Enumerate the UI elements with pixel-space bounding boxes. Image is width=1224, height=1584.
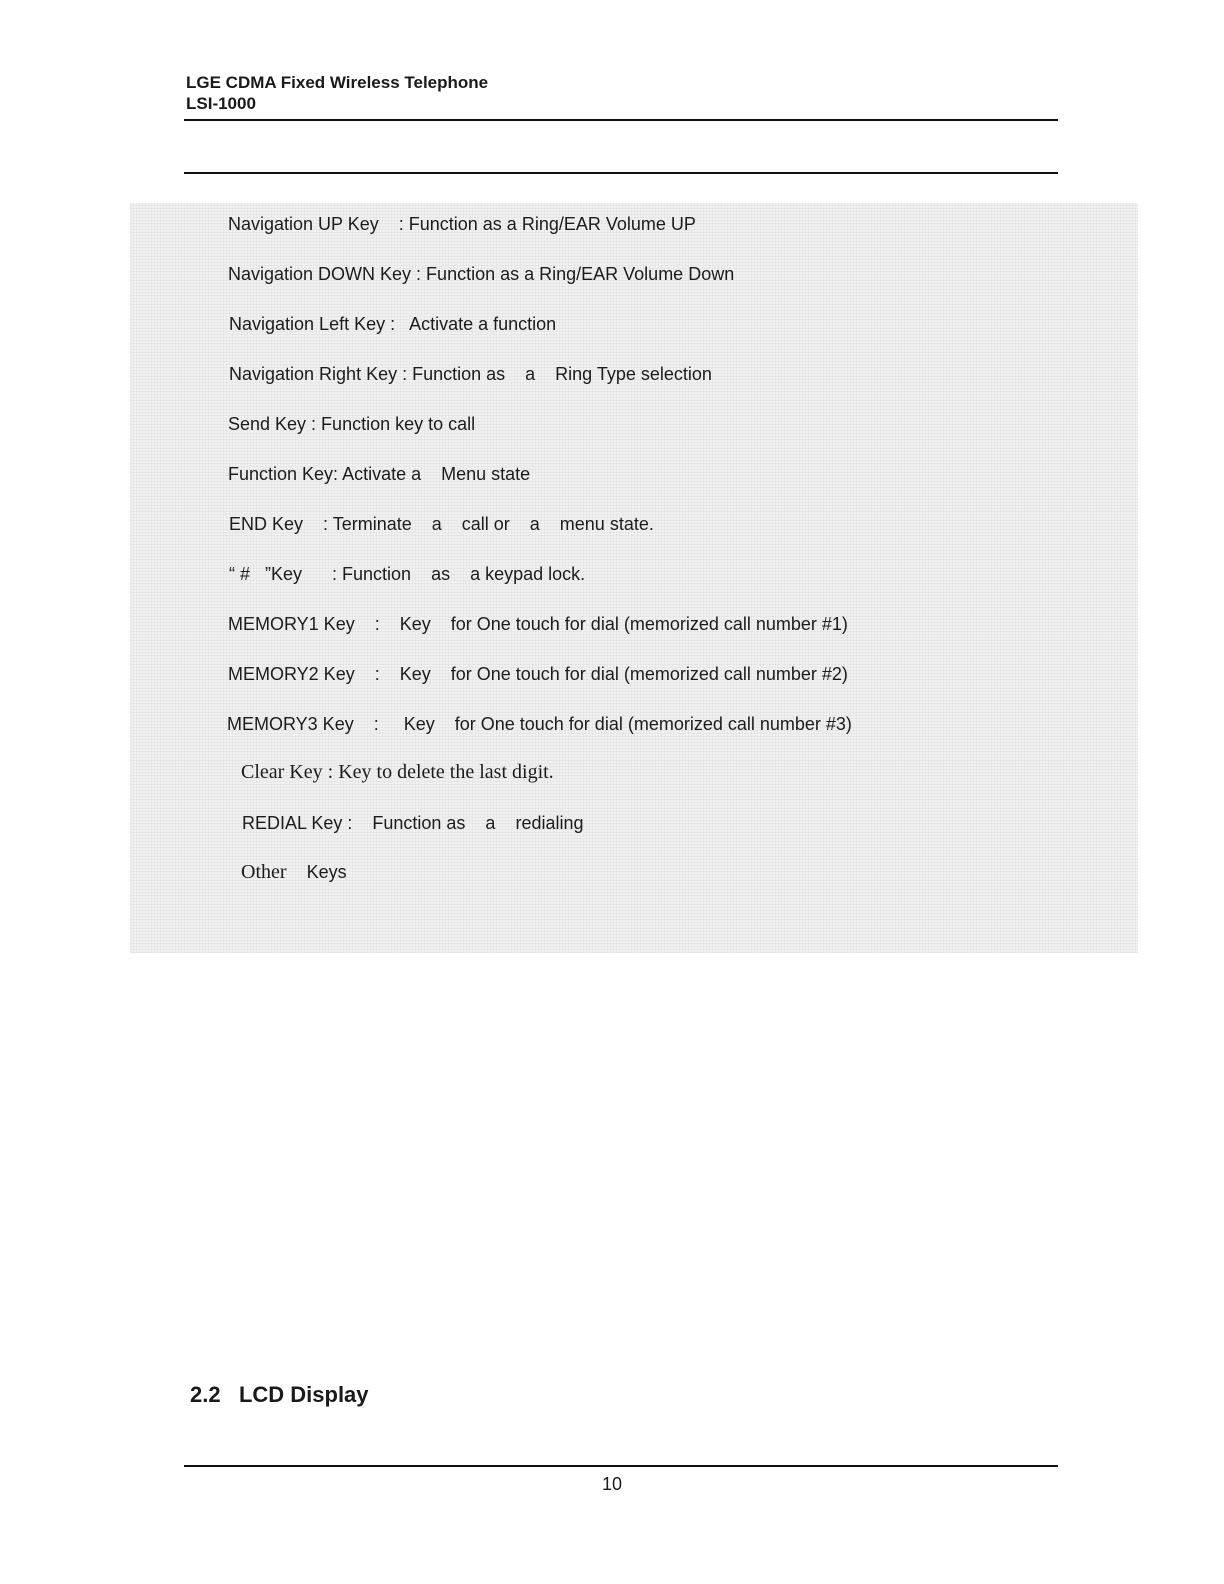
footer-rule	[184, 1465, 1058, 1467]
document-header	[186, 72, 488, 114]
key-nav-left: Navigation Left Key : Activate a function	[229, 314, 557, 334]
key-other	[241, 861, 347, 883]
key-redial: REDIAL Key : Function as a redialing	[242, 813, 584, 833]
other-word: Other	[241, 861, 287, 883]
section-title: LCD Display	[238, 1382, 369, 1407]
header-product-name: LGE CDMA Fixed Wireless Telephone	[186, 73, 489, 92]
key-end: END Key : Terminate a call or a menu state.	[229, 514, 654, 534]
key-hash: “ # ”Key : Function as a keypad lock.	[229, 564, 586, 584]
section-number: 2.2	[190, 1382, 221, 1407]
other-spacer	[287, 862, 307, 882]
key-memory1: MEMORY1 Key : Key for One touch for dial (memorized call number #1)	[228, 614, 848, 634]
section-heading	[190, 1382, 369, 1408]
key-function: Function Key: Activate a Menu state	[228, 464, 531, 484]
key-nav-up: Navigation UP Key : Function as a Ring/EAR Volume UP	[228, 214, 696, 234]
page-number: 10	[601, 1474, 623, 1494]
keys-word: Keys	[306, 862, 347, 882]
key-memory2: MEMORY2 Key : Key for One touch for dial (memorized call number #2)	[228, 664, 848, 684]
section-top-rule	[184, 172, 1058, 174]
header-model-number: LSI-1000	[186, 94, 256, 113]
header-rule	[184, 119, 1058, 121]
key-memory3: MEMORY3 Key : Key for One touch for dial (memorized call number #3)	[227, 714, 852, 734]
key-clear: Clear Key : Key to delete the last digit.	[241, 761, 554, 783]
key-nav-right: Navigation Right Key : Function as a Ring Type selection	[229, 364, 712, 384]
key-nav-down: Navigation DOWN Key : Function as a Ring/EAR Volume Down	[228, 264, 735, 284]
key-send: Send Key : Function key to call	[228, 414, 476, 434]
